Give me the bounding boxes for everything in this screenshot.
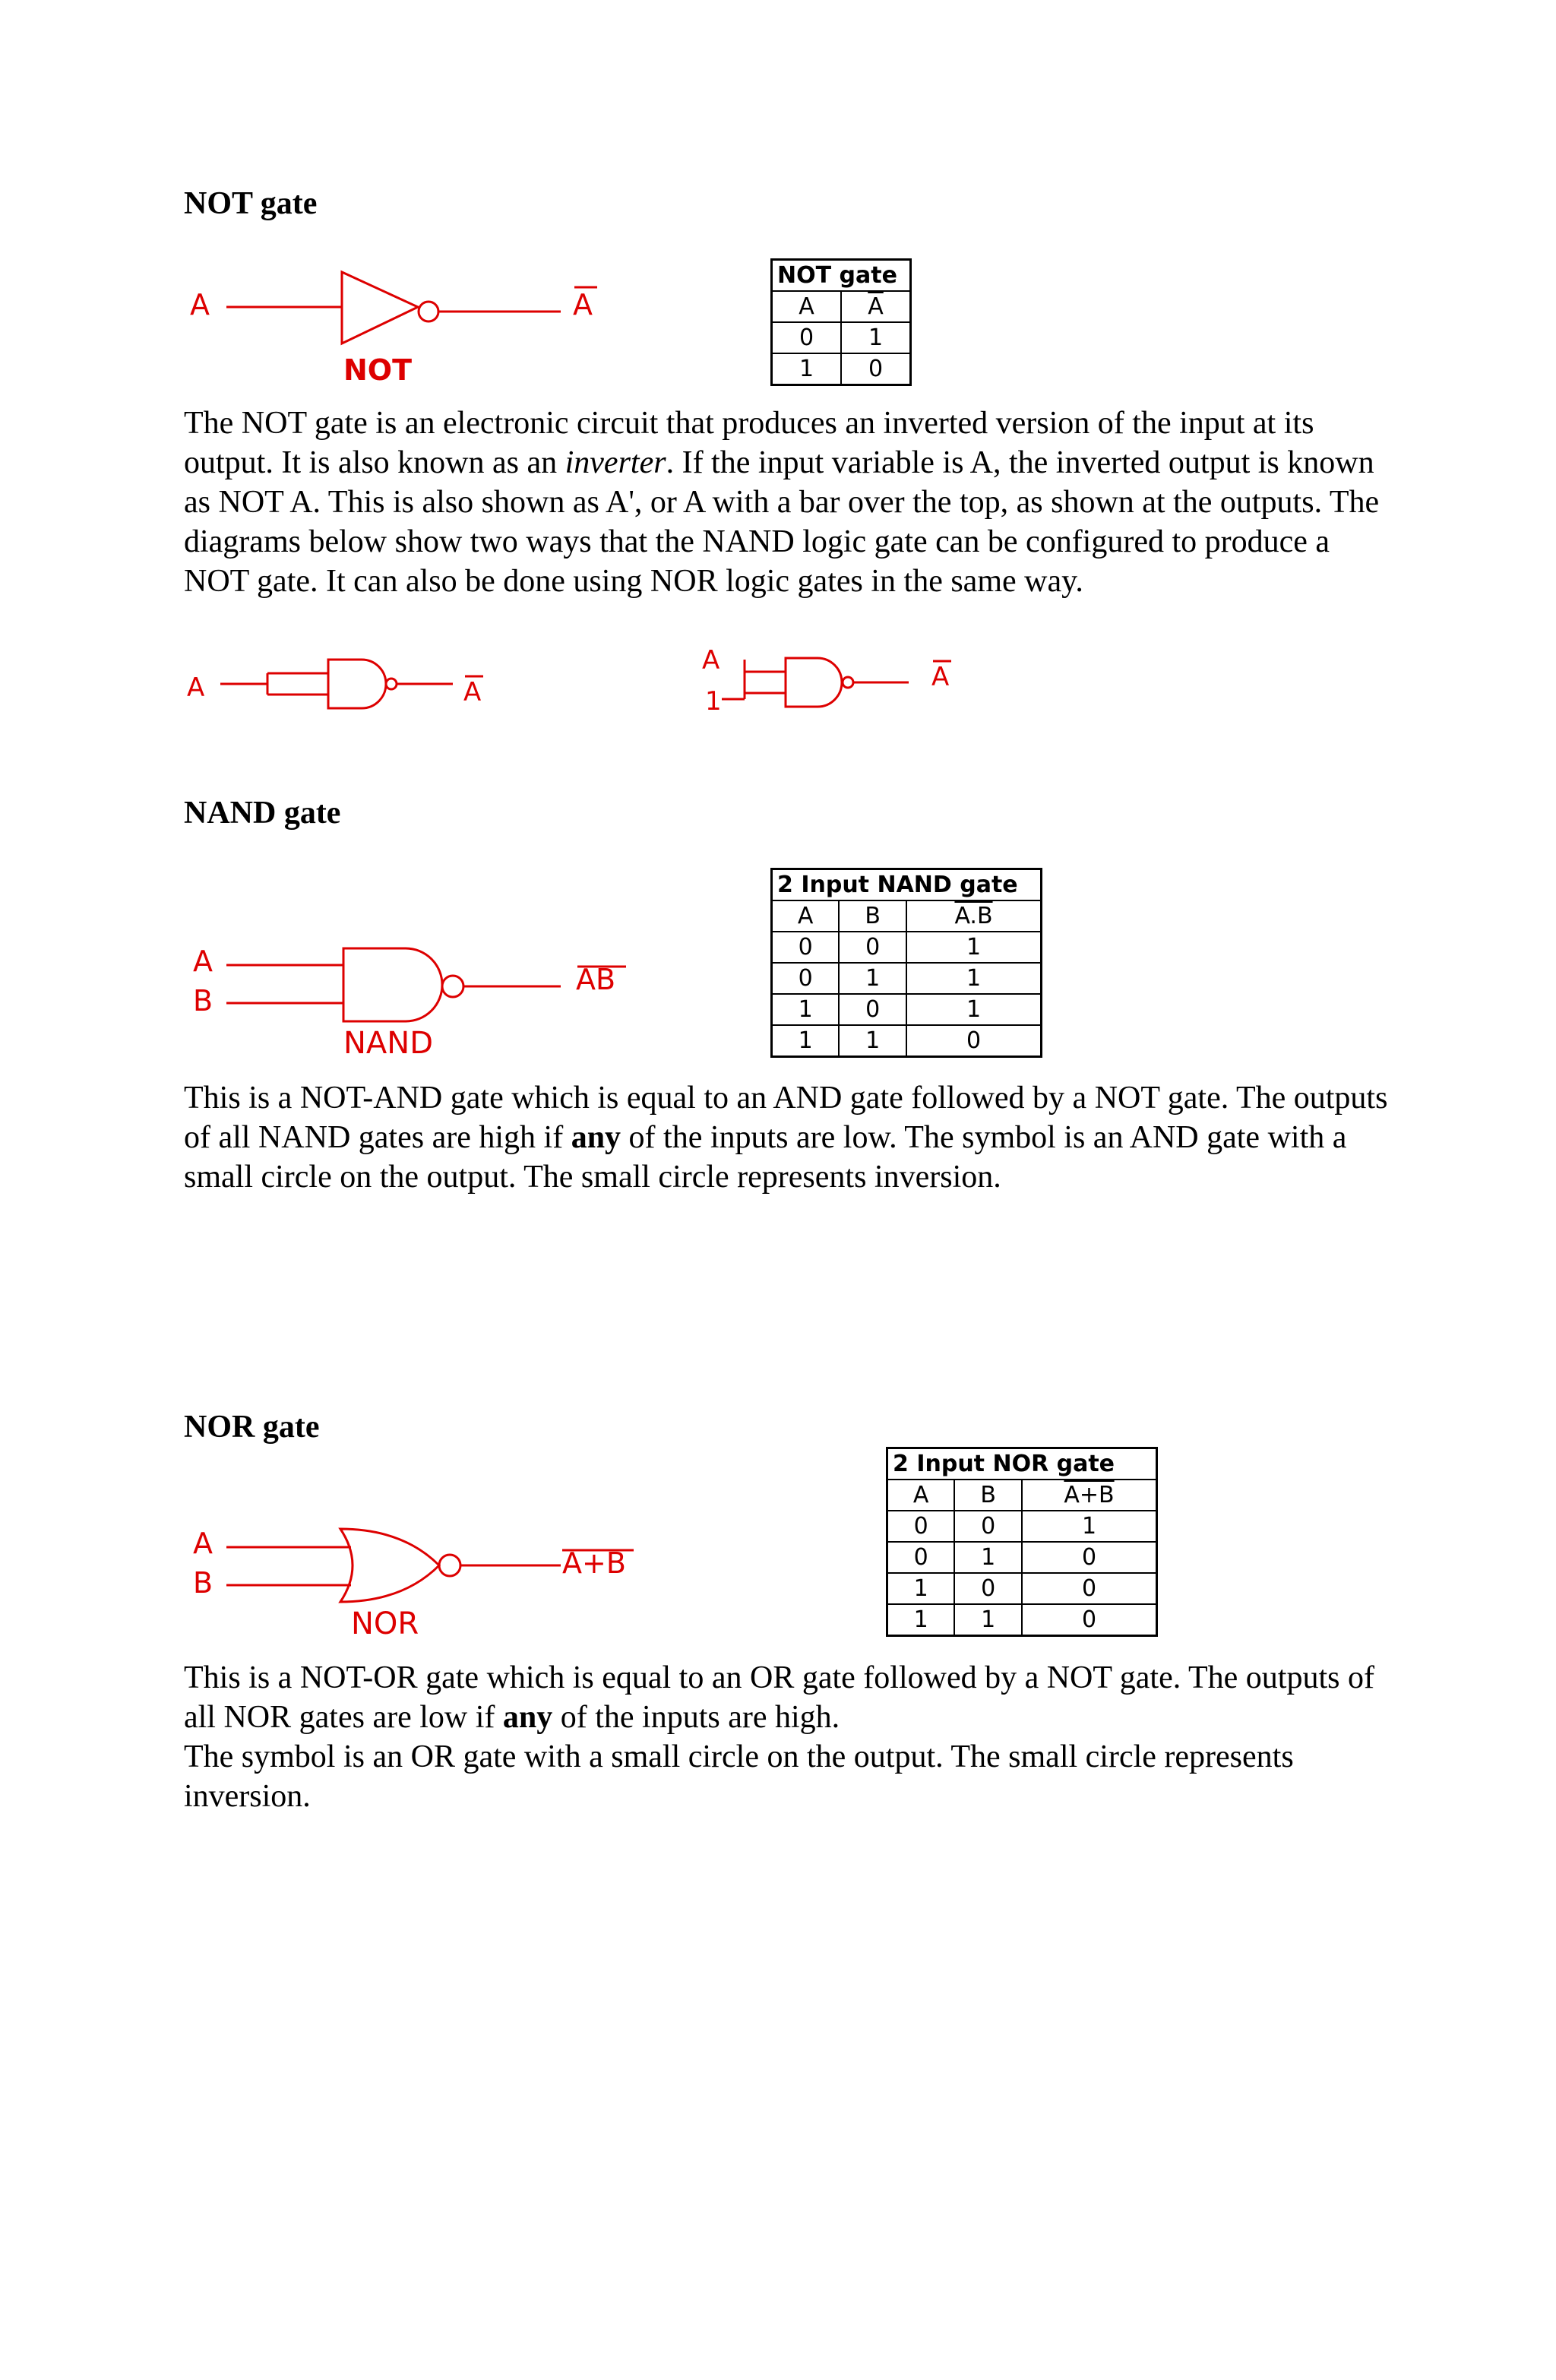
table-cell: 1	[906, 994, 1042, 1025]
nor-truth-table	[886, 1447, 1158, 1637]
table-cell: 0	[1022, 1604, 1157, 1636]
table-cell: 1	[954, 1542, 1022, 1573]
table-cell: 0	[906, 1025, 1042, 1057]
config1-output-label: A	[463, 677, 482, 707]
table-cell: 0	[887, 1511, 955, 1542]
table-header: A.B	[906, 900, 1042, 932]
table-cell: 0	[954, 1511, 1022, 1542]
not-gate-label: NOT	[343, 353, 413, 387]
table-cell: 1	[772, 353, 842, 385]
table-cell: 0	[887, 1542, 955, 1573]
table-cell: 1	[954, 1604, 1022, 1636]
table-cell: 1	[772, 1025, 840, 1057]
not-desc-text-1: The NOT gate is an electronic circuit that produces an inverted version of the input at its output. It is also known as an	[184, 406, 1314, 480]
nand-desc-text-1: This is a NOT-AND gate which is equal to an AND gate followed by a NOT gate. The outputs of all NAND gates are high if	[184, 1081, 1388, 1155]
table-cell: 1	[906, 932, 1042, 963]
table-row	[772, 963, 1042, 994]
table-row	[887, 1604, 1157, 1636]
config2-input-a-label: A	[702, 645, 720, 676]
table-caption: NOT gate	[772, 260, 911, 292]
not-gate-diagram	[0, 258, 623, 395]
table-caption: 2 Input NOR gate	[887, 1448, 1157, 1480]
config1-input-label: A	[187, 673, 205, 703]
nor-desc-bold: any	[502, 1700, 553, 1735]
table-cell: 0	[839, 994, 906, 1025]
nand-truth-table	[770, 868, 1042, 1058]
nand-input-a-label: A	[193, 945, 213, 978]
nor-desc-text-3: The symbol is an OR gate with a small circle on the output. The small circle represents inversion.	[184, 1739, 1294, 1814]
table-header: $\overline{A}$	[841, 291, 911, 322]
table-row	[887, 1573, 1157, 1604]
table-header: A+B	[1022, 1480, 1157, 1511]
table-cell: 0	[772, 932, 840, 963]
not-desc-text-2: . If the input variable is A, the inverted output is known as NOT A. This is also shown as A', or A with a bar over the top, as shown at the outputs. The diagrams below show two ways that the NAND logic gate can be configured to produce a NOT gate. It can also be done using NOR logic gates in the same way.	[184, 445, 1380, 599]
nor-gate-diagram	[0, 1516, 653, 1649]
table-row	[772, 322, 911, 353]
nand-gate-heading: NAND gate	[184, 796, 341, 831]
nand-gate-label: NAND	[343, 1026, 434, 1061]
table-cell: 0	[841, 353, 911, 385]
table-cell: 0	[772, 322, 842, 353]
not-truth-table	[770, 258, 912, 386]
nor-desc-text-2: of the inputs are high.	[552, 1700, 840, 1735]
table-cell: 0	[772, 963, 840, 994]
table-cell: 1	[841, 322, 911, 353]
table-header: A	[887, 1480, 955, 1511]
table-row	[772, 1025, 1042, 1057]
table-cell: 0	[954, 1573, 1022, 1604]
table-cell: 1	[887, 1573, 955, 1604]
nand-as-not-diagram-2	[684, 638, 988, 722]
table-caption: 2 Input NAND gate	[772, 869, 1042, 901]
nand-description	[184, 1078, 1399, 1197]
nand-desc-text-2: of the inputs are low. The symbol is an AND gate with a small circle on the output. The small circle represents inversion.	[184, 1120, 1347, 1195]
nor-description	[184, 1658, 1399, 1816]
not-gate-heading: NOT gate	[184, 186, 318, 221]
table-cell: 1	[839, 1025, 906, 1057]
table-cell: 1	[887, 1604, 955, 1636]
config2-output-label: A	[931, 662, 950, 692]
config2-input-b-label: 1	[705, 686, 722, 717]
table-cell: 1	[772, 994, 840, 1025]
table-cell: 1	[839, 963, 906, 994]
nor-gate-heading: NOR gate	[184, 1410, 320, 1445]
nand-gate-diagram	[0, 935, 653, 1071]
table-cell: 0	[839, 932, 906, 963]
nor-input-a-label: A	[193, 1527, 213, 1560]
table-header: A	[772, 900, 840, 932]
nor-output-label: A+B	[562, 1546, 626, 1580]
not-desc-italic: inverter	[565, 445, 666, 480]
table-cell: 1	[906, 963, 1042, 994]
table-row	[772, 932, 1042, 963]
table-row	[887, 1511, 1157, 1542]
table-row	[772, 353, 911, 385]
not-input-label: A	[190, 288, 210, 321]
table-row	[887, 1542, 1157, 1573]
nand-output-label: AB	[576, 963, 616, 996]
nand-input-b-label: B	[193, 984, 213, 1018]
not-description	[184, 404, 1399, 601]
table-cell: 1	[1022, 1511, 1157, 1542]
table-header: A	[772, 291, 842, 322]
nand-desc-bold: any	[571, 1120, 621, 1155]
not-output-label: A	[573, 288, 593, 321]
table-row	[772, 994, 1042, 1025]
table-cell: 0	[1022, 1542, 1157, 1573]
table-header: B	[954, 1480, 1022, 1511]
nor-input-b-label: B	[193, 1566, 213, 1600]
table-cell: 0	[1022, 1573, 1157, 1604]
nor-gate-label: NOR	[351, 1606, 419, 1641]
table-header: B	[839, 900, 906, 932]
nand-as-not-diagram-1	[0, 646, 532, 722]
nor-desc-text-1: This is a NOT-OR gate which is equal to an OR gate followed by a NOT gate. The outputs of all NOR gates are low if	[184, 1660, 1374, 1735]
